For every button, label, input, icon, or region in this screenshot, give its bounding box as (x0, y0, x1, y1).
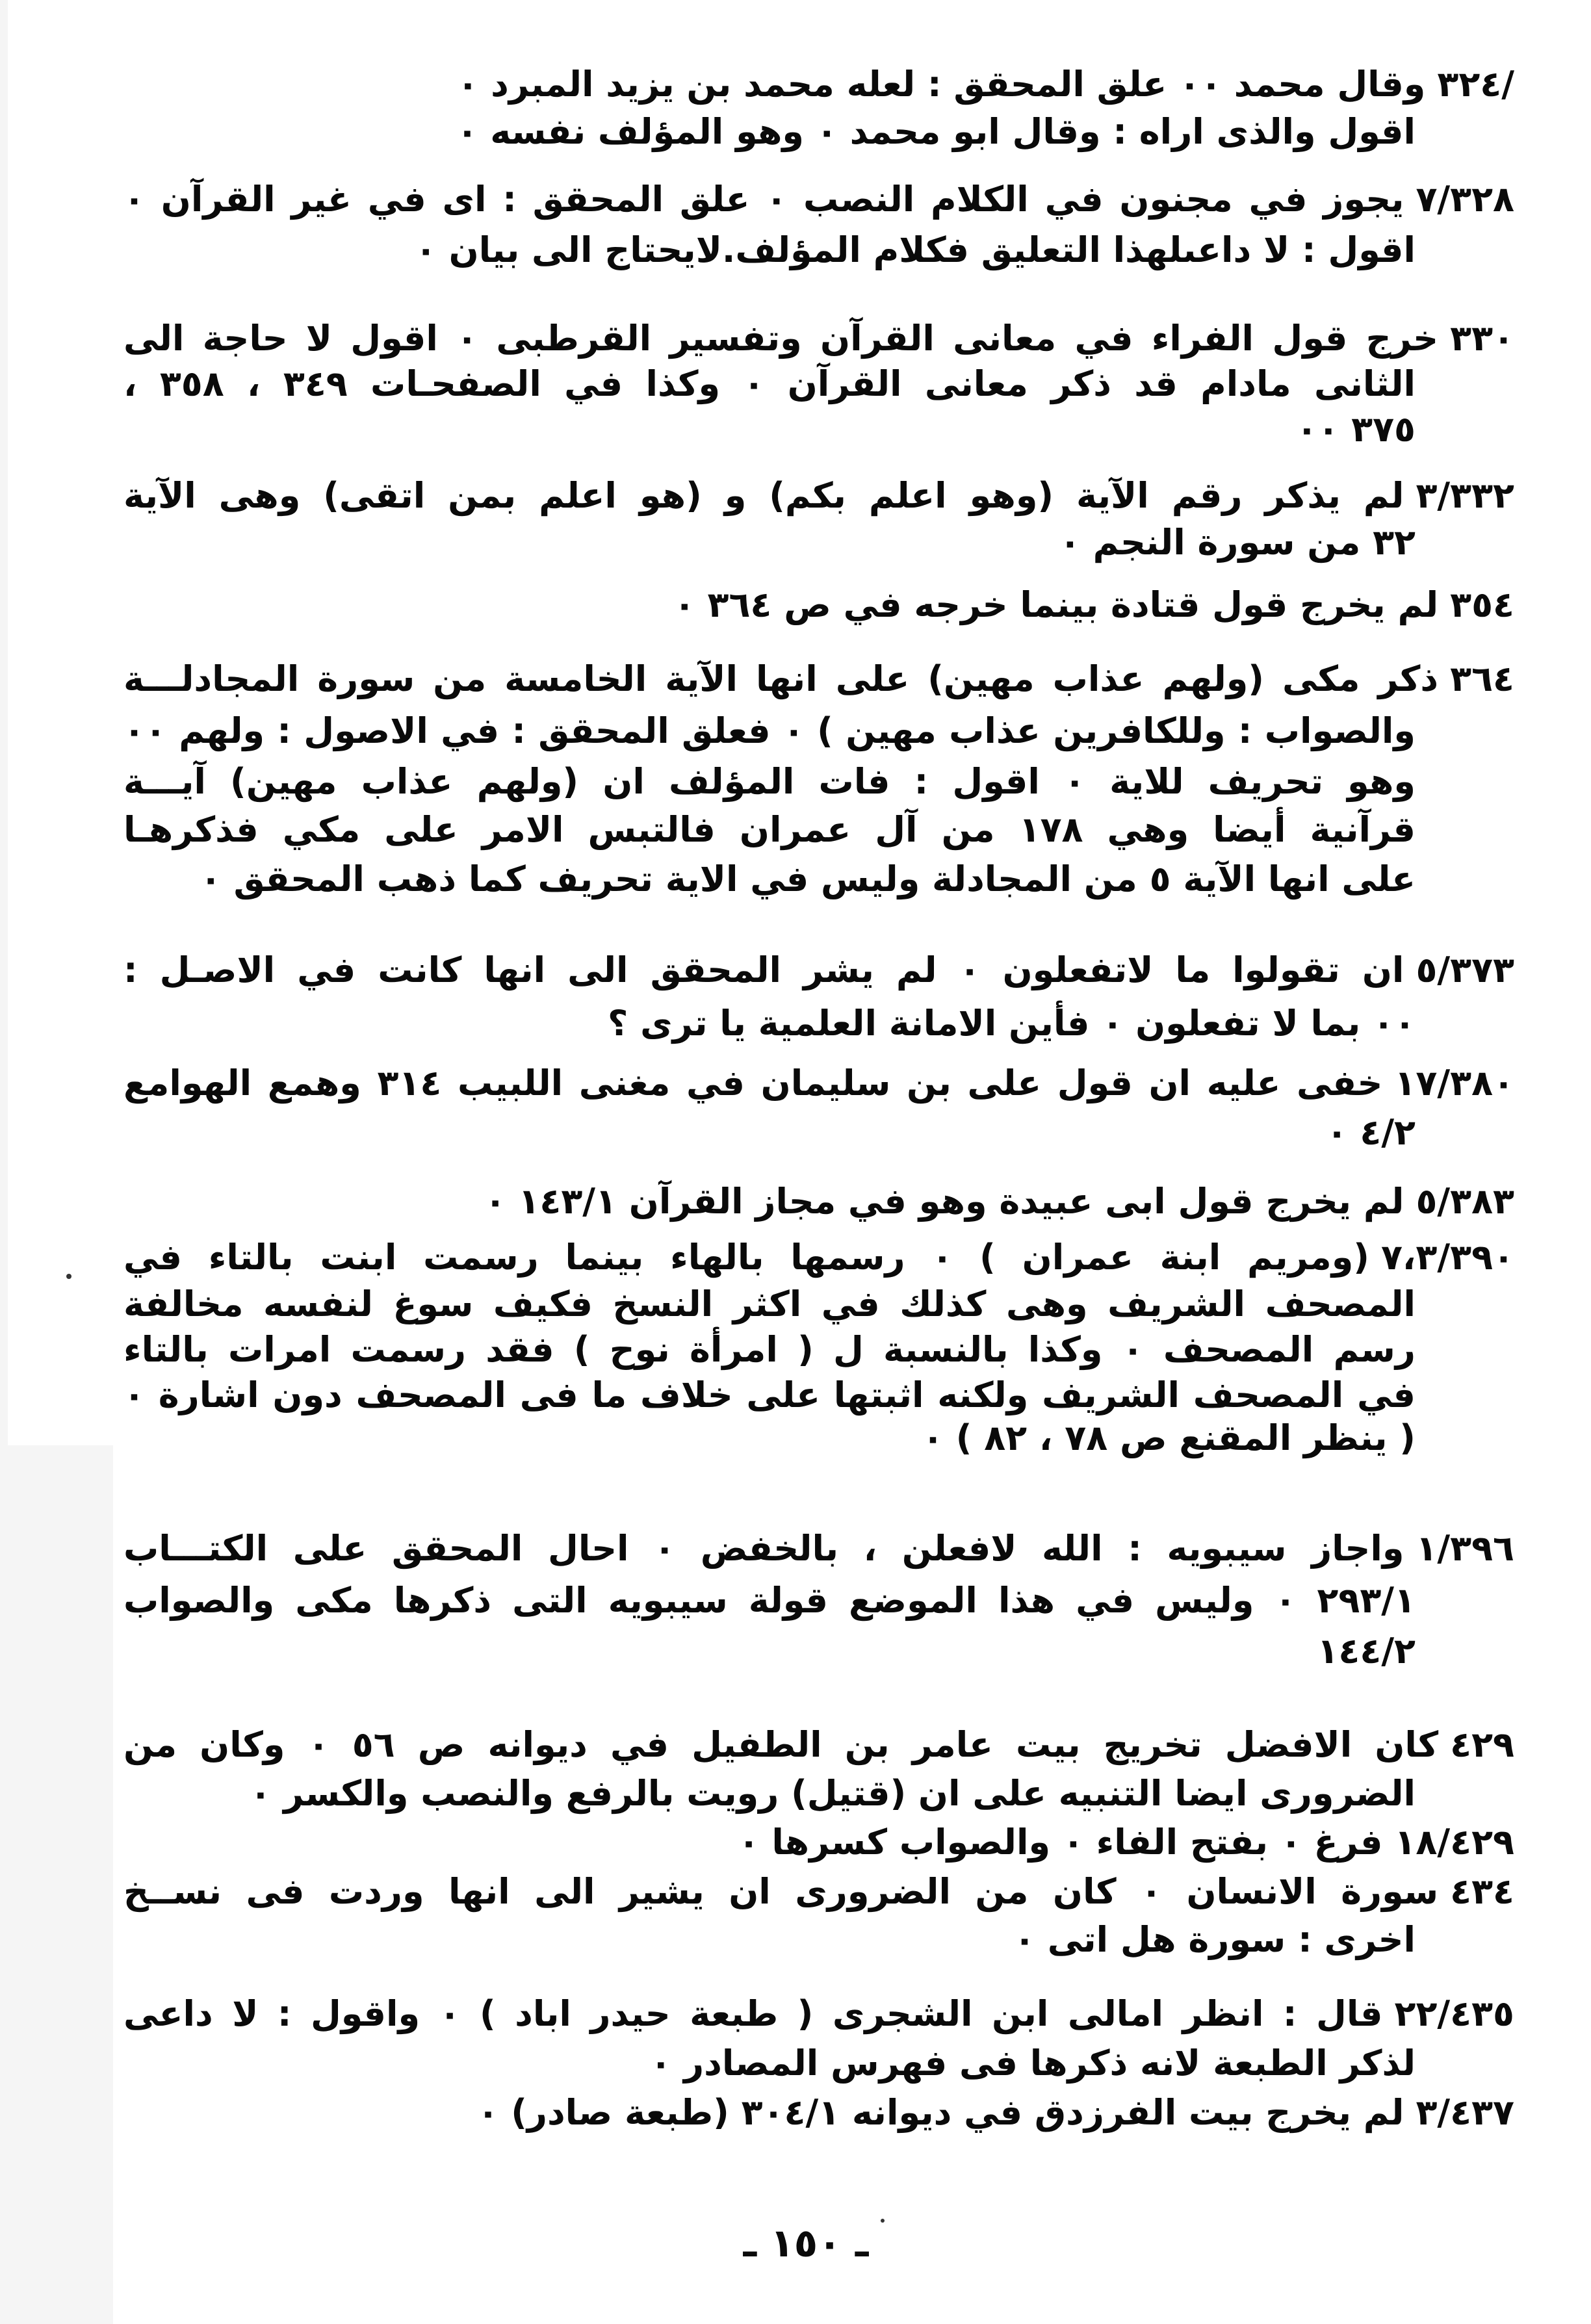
scan-speck (66, 1274, 71, 1279)
entry-324-line-1 (457, 62, 1514, 107)
entry-ref: ٣٣٠ (1450, 318, 1514, 359)
entry-383-line-1 (485, 1179, 1514, 1224)
entry-435-line-1 (123, 1991, 1514, 2037)
entry-text: وقال محمد ٠٠ علق المحقق : لعله محمد بن يزيد المبرد ٠ (457, 64, 1426, 105)
entry-364-line-4: قرآنية أيضا وهي ١٧٨ من آل عمران فالتبس الامر على مكي فذكرهـا (123, 809, 1416, 850)
page-number: ـ ١٥٠ ـ (743, 2221, 869, 2266)
entry-ref: ٣/٣٣٢ (1416, 475, 1514, 516)
entry-ref: ٤٣٤ (1450, 1871, 1514, 1912)
entry-ref: ٥/٣٨٣ (1416, 1181, 1514, 1222)
entry-330-line-1 (123, 316, 1514, 361)
entry-text: قال : انظر امالى ابن الشجرى ( طبعة حيدر اباد ) ٠ واقول : لا داعى (123, 1993, 1383, 2034)
entry-380-line-1 (123, 1061, 1514, 1106)
entry-ref: ٤٢٩ (1450, 1724, 1514, 1765)
entry-434-line-1 (123, 1869, 1514, 1915)
entry-324-line-2: اقول والذى اراه : وقال ابو محمد ٠ وهو المؤلف نفسه ٠ (456, 111, 1416, 152)
entry-373-line-2: ٠٠ بما لا تفعلون ٠ فأين الامانة العلمية يا ترى ؟ (608, 1003, 1416, 1044)
entry-text: يجوز في مجنون في الكلام النصب ٠ علق المحقق : اى في غير القرآن ٠ (123, 179, 1404, 220)
entry-328-line-2: اقول : لا داعىلهذا التعليق فكلام المؤلف.لايحتاج الى بيان ٠ (415, 229, 1416, 270)
entry-435-line-2: لذكر الطبعة لانه ذكرها فى فهرس المصادر ٠ (650, 2043, 1416, 2084)
entry-429b-line-1 (738, 1820, 1514, 1865)
entry-332-line-2: ٣٢ من سورة النجم ٠ (1059, 522, 1416, 563)
entry-text: خرج قول الفراء في معانى القرآن وتفسير القرطبى ٠ اقول لا حاجة الى (123, 318, 1439, 359)
entry-437-line-1 (477, 2090, 1514, 2136)
entry-ref: ٧/٣٢٨ (1416, 179, 1514, 220)
entry-ref: ٣/٤٣٧ (1416, 2092, 1514, 2133)
entry-354-line-1 (674, 582, 1514, 628)
entry-328-line-1 (123, 177, 1514, 222)
entry-330-line-3: ٣٧٥ ٠٠ (1296, 409, 1416, 450)
entry-text: كان الافضل تخريج بيت عامر بن الطفيل في ديوانه ص ٥٦ ٠ وكان من (123, 1724, 1439, 1765)
entry-ref: ١٧/٣٨٠ (1394, 1063, 1514, 1104)
entry-380-line-2: ٤/٢ ٠ (1326, 1112, 1416, 1153)
entry-390-line-3: رسم المصحف ٠ وكذا بالنسبة ل ( امرأة نوح ) فقد رسمت امرات بالتاء (123, 1329, 1416, 1370)
entry-text: لم يخرج بيت الفرزدق في ديوانه ٣٠٤/١ (طبعة صادر) ٠ (477, 2092, 1404, 2133)
entry-429-line-2: الضرورى ايضا التنبيه على ان (قتيل) رويت بالرفع والنصب والكسر ٠ (250, 1773, 1416, 1814)
entry-429-line-1 (123, 1722, 1514, 1768)
entry-text: لم يخرج قول ابى عبيدة وهو في مجاز القرآن ١٤٣/١ ٠ (484, 1181, 1404, 1222)
entry-ref: ٣٥٤ (1450, 584, 1514, 625)
entry-434-line-2: اخرى : سورة هل اتى ٠ (1013, 1919, 1416, 1960)
entry-ref: /٣٢٤ (1437, 64, 1514, 105)
entry-text: واجاز سيبويه : الله لافعلن ، بالخفض ٠ احال المحقق على الكتـــاب (123, 1528, 1404, 1569)
entry-390-line-2: المصحف الشريف وهى كذلك في اكثر النسخ فكيف سوغ لنفسه مخالفة (123, 1284, 1416, 1324)
entry-text: ان تقولوا ما لاتفعلون ٠ لم يشر المحقق الى انها كانت في الاصـل : (123, 949, 1404, 990)
entry-text: خفى عليه ان قول على بن سليمان في مغنى اللبيب ٣١٤ وهمع الهوامع (123, 1063, 1383, 1104)
entry-396-line-2: ٢٩٣/١ ٠ وليس في هذا الموضع قولة سيبويه التى ذكرها مكى والصواب (123, 1580, 1416, 1621)
entry-text: سورة الانسان ٠ كان من الضرورى ان يشير الى انها وردت فى نســخ (123, 1871, 1439, 1912)
entry-text: لم يذكر رقم الآية (وهو اعلم بكم) و (هو اعلم بمن اتقى) وهى الآية (123, 475, 1404, 516)
entry-ref: ٥/٣٧٣ (1416, 949, 1515, 990)
entry-text: ذكر مكى (ولهم عذاب مهين) على انها الآية الخامسة من سورة المجادلـــة (123, 658, 1439, 699)
entry-ref: ٢٢/٤٣٥ (1394, 1993, 1515, 2034)
entry-364-line-3: وهو تحريف للاية ٠ اقول : فات المؤلف ان (ولهم عذاب مهين) آيـــة (123, 761, 1416, 802)
entry-396-line-3: ١٤٤/٢ (1317, 1631, 1416, 1672)
entry-364-line-5: على انها الآية ٥ من المجادلة وليس في الاية تحريف كما ذهب المحقق ٠ (200, 859, 1416, 899)
entry-390-line-5: ( ينظر المقنع ص ٧٨ ، ٨٢ ) ٠ (922, 1417, 1416, 1458)
entry-text: لم يخرج قول قتادة بينما خرجه في ص ٣٦٤ ٠ (673, 584, 1439, 625)
entry-text: (ومريم ابنة عمران ) ٠ رسمها بالهاء بينما رسمت ابنت بالتاء في (123, 1237, 1369, 1278)
entry-390-line-1 (123, 1235, 1514, 1280)
entry-ref: ٧،٣/٣٩٠ (1380, 1237, 1514, 1278)
entry-373-line-1 (123, 948, 1514, 993)
entry-396-line-1 (123, 1526, 1514, 1571)
entry-ref: ١/٣٩٦ (1416, 1528, 1514, 1569)
entry-364-line-1 (123, 656, 1514, 702)
entry-390-line-4: في المصحف الشريف ولكنه اثبتها على خلاف ما فى المصحف دون اشارة ٠ (123, 1375, 1416, 1415)
entry-ref: ٣٦٤ (1450, 658, 1514, 699)
entry-ref: ١٨/٤٢٩ (1394, 1822, 1514, 1863)
entry-332-line-1 (123, 473, 1514, 519)
entry-330-line-2: الثانى مادام قد ذكر معانى القرآن ٠ وكذا في الصفحـات ٣٤٩ ، ٣٥٨ ، (123, 363, 1416, 404)
entry-text: فرغ ٠ بفتح الفاء ٠ والصواب كسرها ٠ (738, 1822, 1383, 1863)
entry-364-line-2: والصواب : وللكافرين عذاب مهين ) ٠ فعلق المحقق : في الاصول : ولهم ٠٠ (123, 710, 1416, 751)
